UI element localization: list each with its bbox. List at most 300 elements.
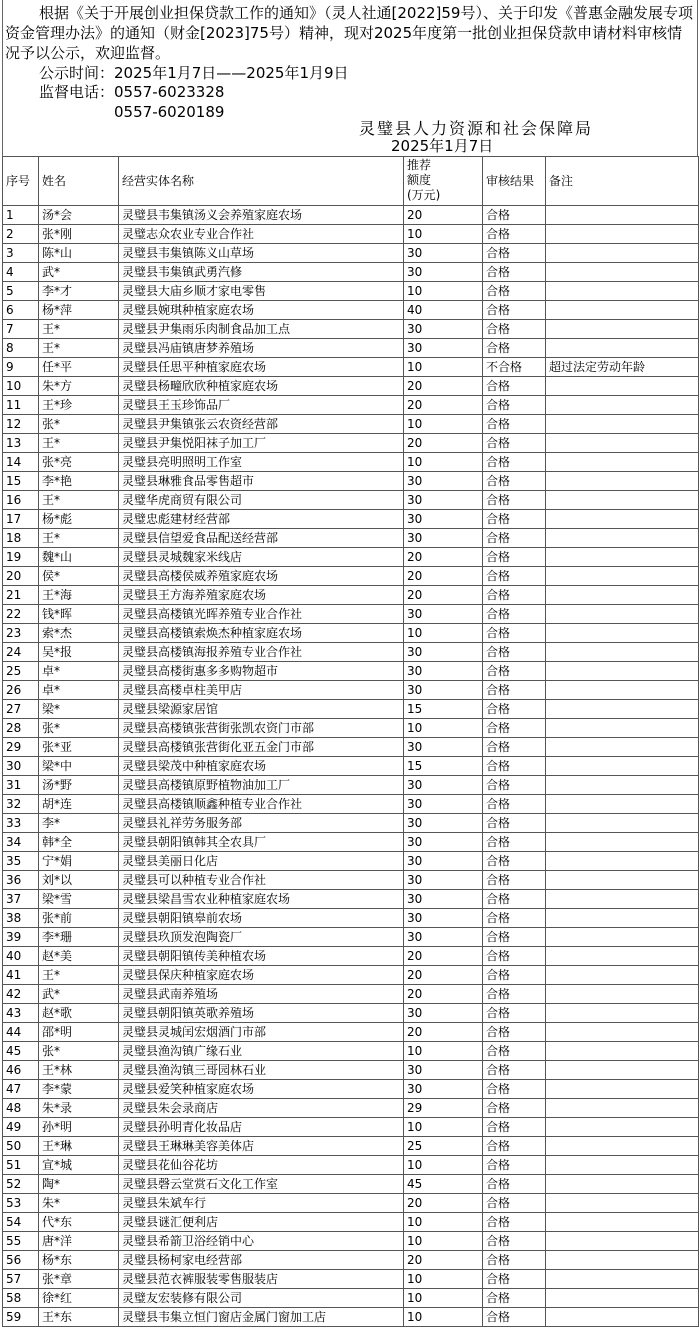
business-entity-cell: 灵璧县可以种植专业合作社 — [119, 871, 404, 890]
review-result-cell: 合格 — [483, 928, 546, 947]
business-entity-cell: 灵璧县高楼镇光晖养殖专业合作社 — [119, 605, 404, 624]
review-result-cell: 合格 — [483, 1232, 546, 1251]
table-row — [3, 1080, 699, 1099]
recommended-amount-cell: 10 — [404, 1289, 483, 1308]
table-row — [3, 985, 699, 1004]
table-row — [3, 605, 699, 624]
serial-number-cell: 40 — [3, 947, 39, 966]
business-entity-cell: 灵璧县婉琪种植家庭农场 — [119, 301, 404, 320]
recommended-amount-cell: 30 — [404, 472, 483, 491]
serial-number-cell: 35 — [3, 852, 39, 871]
serial-number-cell: 28 — [3, 719, 39, 738]
remarks-cell: 超过法定劳动年龄 — [546, 358, 699, 377]
remarks-cell — [546, 396, 699, 415]
recommended-amount-cell: 30 — [404, 681, 483, 700]
applicant-name-cell: 朱*录 — [39, 1099, 119, 1118]
serial-number-cell: 37 — [3, 890, 39, 909]
serial-number-cell: 14 — [3, 453, 39, 472]
table-row — [3, 282, 699, 301]
table-row — [3, 1289, 699, 1308]
remarks-cell — [546, 643, 699, 662]
table-row — [3, 1004, 699, 1023]
recommended-amount-cell: 30 — [404, 1080, 483, 1099]
remarks-cell — [546, 472, 699, 491]
remarks-cell — [546, 510, 699, 529]
applicant-name-cell: 王*东 — [39, 1308, 119, 1327]
recommended-amount-cell: 30 — [404, 909, 483, 928]
recommended-amount-cell: 20 — [404, 548, 483, 567]
serial-number-cell: 1 — [3, 206, 39, 225]
business-entity-cell: 灵璧县高楼街惠多多购物超市 — [119, 662, 404, 681]
review-result-cell: 合格 — [483, 434, 546, 453]
remarks-cell — [546, 1213, 699, 1232]
recommended-amount-cell: 10 — [404, 1308, 483, 1327]
review-result-cell: 合格 — [483, 225, 546, 244]
table-row — [3, 852, 699, 871]
recommended-amount-cell: 30 — [404, 605, 483, 624]
remarks-cell — [546, 985, 699, 1004]
review-result-cell: 合格 — [483, 738, 546, 757]
recommended-amount-cell: 30 — [404, 339, 483, 358]
table-row — [3, 1270, 699, 1289]
remarks-cell — [546, 282, 699, 301]
serial-number-cell: 57 — [3, 1270, 39, 1289]
remarks-cell — [546, 757, 699, 776]
review-result-cell: 合格 — [483, 814, 546, 833]
review-result-cell: 合格 — [483, 548, 546, 567]
remarks-cell — [546, 567, 699, 586]
business-entity-cell: 灵璧县谜汇便利店 — [119, 1213, 404, 1232]
remarks-cell — [546, 624, 699, 643]
serial-number-cell: 44 — [3, 1023, 39, 1042]
review-result-cell: 合格 — [483, 320, 546, 339]
applicant-name-cell: 徐*红 — [39, 1289, 119, 1308]
serial-number-cell: 22 — [3, 605, 39, 624]
table-row — [3, 244, 699, 263]
recommended-amount-cell: 30 — [404, 890, 483, 909]
table-body — [3, 206, 699, 1327]
serial-number-cell: 12 — [3, 415, 39, 434]
review-result-cell: 合格 — [483, 586, 546, 605]
applicant-name-cell: 卓* — [39, 681, 119, 700]
recommended-amount-cell: 10 — [404, 415, 483, 434]
review-result-cell: 合格 — [483, 453, 546, 472]
applicant-name-cell: 王*林 — [39, 1061, 119, 1080]
business-entity-cell: 灵璧县花仙谷花坊 — [119, 1156, 404, 1175]
applicant-name-cell: 朱*方 — [39, 377, 119, 396]
review-result-cell: 合格 — [483, 852, 546, 871]
business-entity-cell: 灵璧县高楼镇顺鑫种植专业合作社 — [119, 795, 404, 814]
table-row — [3, 1118, 699, 1137]
review-result-cell: 合格 — [483, 1118, 546, 1137]
review-result-cell: 合格 — [483, 1270, 546, 1289]
recommended-amount-cell: 30 — [404, 871, 483, 890]
review-result-cell: 合格 — [483, 1156, 546, 1175]
serial-number-cell: 38 — [3, 909, 39, 928]
table-row — [3, 1194, 699, 1213]
remarks-cell — [546, 1042, 699, 1061]
recommended-amount-cell: 45 — [404, 1175, 483, 1194]
remarks-cell — [546, 814, 699, 833]
table-row — [3, 510, 699, 529]
serial-number-cell: 56 — [3, 1251, 39, 1270]
supervision-phone-list — [114, 82, 224, 122]
review-result-cell: 合格 — [483, 795, 546, 814]
notice-period-label: 公示时间： — [39, 64, 115, 82]
review-result-cell: 合格 — [483, 757, 546, 776]
business-entity-cell: 灵璧县朝阳镇皋前农场 — [119, 909, 404, 928]
business-entity-cell: 灵璧县希箭卫浴经销中心 — [119, 1232, 404, 1251]
applicant-name-cell: 陶* — [39, 1175, 119, 1194]
business-entity-cell: 灵璧县高楼镇索焕杰种植家庭农场 — [119, 624, 404, 643]
serial-number-cell: 52 — [3, 1175, 39, 1194]
table-row — [3, 662, 699, 681]
applicant-name-cell: 汤*野 — [39, 776, 119, 795]
review-result-cell: 合格 — [483, 909, 546, 928]
applicant-name-cell: 梁* — [39, 700, 119, 719]
recommended-amount-cell: 30 — [404, 1004, 483, 1023]
serial-number-cell: 13 — [3, 434, 39, 453]
recommended-amount-cell: 30 — [404, 529, 483, 548]
applicant-name-cell: 陈*山 — [39, 244, 119, 263]
table-row — [3, 1251, 699, 1270]
remarks-cell — [546, 605, 699, 624]
review-result-cell: 合格 — [483, 1289, 546, 1308]
review-result-cell: 合格 — [483, 1213, 546, 1232]
table-row — [3, 757, 699, 776]
applicant-name-cell: 宁*娟 — [39, 852, 119, 871]
table-row — [3, 947, 699, 966]
table-row — [3, 225, 699, 244]
serial-number-cell: 43 — [3, 1004, 39, 1023]
recommended-amount-cell: 30 — [404, 776, 483, 795]
table-row — [3, 643, 699, 662]
business-entity-cell: 灵璧县韦集镇陈义山草场 — [119, 244, 404, 263]
remarks-cell — [546, 1194, 699, 1213]
applicant-name-cell: 李*艳 — [39, 472, 119, 491]
recommended-amount-cell: 20 — [404, 586, 483, 605]
table-row — [3, 396, 699, 415]
business-entity-cell: 灵璧县高楼镇海报养殖专业合作社 — [119, 643, 404, 662]
table-row — [3, 909, 699, 928]
table-row — [3, 890, 699, 909]
applicant-name-cell: 孙*明 — [39, 1118, 119, 1137]
review-result-cell: 合格 — [483, 947, 546, 966]
review-result-cell: 合格 — [483, 1308, 546, 1327]
remarks-cell — [546, 738, 699, 757]
table-row — [3, 814, 699, 833]
business-entity-cell: 灵璧县任思平种植家庭农场 — [119, 358, 404, 377]
remarks-cell — [546, 1308, 699, 1327]
applicant-name-cell: 王*海 — [39, 586, 119, 605]
business-entity-cell: 灵璧县王玉珍饰品厂 — [119, 396, 404, 415]
table-row — [3, 548, 699, 567]
applicant-name-cell: 王*琳 — [39, 1137, 119, 1156]
business-entity-cell: 灵璧县灵城闰宏烟酒门市部 — [119, 1023, 404, 1042]
table-row — [3, 1061, 699, 1080]
serial-number-cell: 27 — [3, 700, 39, 719]
table-row — [3, 301, 699, 320]
serial-number-cell: 53 — [3, 1194, 39, 1213]
serial-number-cell: 58 — [3, 1289, 39, 1308]
serial-number-cell: 16 — [3, 491, 39, 510]
review-result-cell: 合格 — [483, 244, 546, 263]
table-row — [3, 833, 699, 852]
loan-review-table — [2, 156, 699, 1327]
serial-number-cell: 31 — [3, 776, 39, 795]
business-entity-cell: 灵璧县冯庙镇唐梦养殖场 — [119, 339, 404, 358]
business-entity-cell: 灵璧县范衣裤服装零售服装店 — [119, 1270, 404, 1289]
business-entity-cell: 灵璧县高楼侯威养殖家庭农场 — [119, 567, 404, 586]
serial-number-cell: 55 — [3, 1232, 39, 1251]
review-result-cell: 合格 — [483, 681, 546, 700]
recommended-amount-cell: 20 — [404, 966, 483, 985]
column-header-business-entity: 经营实体名称 — [119, 157, 404, 206]
business-entity-cell: 灵璧县高楼镇张营街化亚五金门市部 — [119, 738, 404, 757]
serial-number-cell: 6 — [3, 301, 39, 320]
business-entity-cell: 灵璧县玖顶发泡陶瓷厂 — [119, 928, 404, 947]
table-row — [3, 206, 699, 225]
supervision-phone — [39, 82, 224, 122]
applicant-name-cell: 武* — [39, 985, 119, 1004]
business-entity-cell: 灵璧县大庙乡顺才家电零售 — [119, 282, 404, 301]
issue-date: 2025年1月7日 — [391, 137, 494, 155]
remarks-cell — [546, 947, 699, 966]
applicant-name-cell: 张* — [39, 719, 119, 738]
review-result-cell: 合格 — [483, 1042, 546, 1061]
review-result-cell: 合格 — [483, 206, 546, 225]
table-row — [3, 719, 699, 738]
recommended-amount-cell: 20 — [404, 1251, 483, 1270]
applicant-name-cell: 武* — [39, 263, 119, 282]
recommended-amount-cell: 20 — [404, 567, 483, 586]
recommended-amount-cell: 15 — [404, 700, 483, 719]
table-row — [3, 1042, 699, 1061]
applicant-name-cell: 胡*连 — [39, 795, 119, 814]
review-result-cell: 合格 — [483, 1099, 546, 1118]
review-result-cell: 合格 — [483, 263, 546, 282]
remarks-cell — [546, 415, 699, 434]
applicant-name-cell: 杨*彪 — [39, 510, 119, 529]
remarks-cell — [546, 1156, 699, 1175]
remarks-cell — [546, 529, 699, 548]
business-entity-cell: 灵璧县高楼镇原野植物油加工厂 — [119, 776, 404, 795]
remarks-cell — [546, 1270, 699, 1289]
remarks-cell — [546, 1118, 699, 1137]
remarks-cell — [546, 871, 699, 890]
table-row — [3, 928, 699, 947]
business-entity-cell: 灵璧县韦集立恒门窗店金属门窗加工店 — [119, 1308, 404, 1327]
business-entity-cell: 灵璧县磬云堂赏石文化工作室 — [119, 1175, 404, 1194]
applicant-name-cell: 张* — [39, 415, 119, 434]
review-result-cell: 合格 — [483, 624, 546, 643]
applicant-name-cell: 王* — [39, 434, 119, 453]
remarks-cell — [546, 434, 699, 453]
review-result-cell: 合格 — [483, 1194, 546, 1213]
review-result-cell: 合格 — [483, 1023, 546, 1042]
recommended-amount-cell: 20 — [404, 947, 483, 966]
applicant-name-cell: 张*章 — [39, 1270, 119, 1289]
serial-number-cell: 39 — [3, 928, 39, 947]
remarks-cell — [546, 1251, 699, 1270]
business-entity-cell: 灵璧县尹集悦阳袜子加工厂 — [119, 434, 404, 453]
recommended-amount-cell: 30 — [404, 643, 483, 662]
business-entity-cell: 灵璧县孙明青化妆品店 — [119, 1118, 404, 1137]
remarks-cell — [546, 928, 699, 947]
column-header-serial-number: 序号 — [3, 157, 39, 206]
table-row — [3, 738, 699, 757]
recommended-amount-cell: 10 — [404, 282, 483, 301]
column-header-remarks: 备注 — [546, 157, 699, 206]
serial-number-cell: 46 — [3, 1061, 39, 1080]
recommended-amount-cell: 10 — [404, 719, 483, 738]
applicant-name-cell: 王* — [39, 339, 119, 358]
business-entity-cell: 灵璧华虎商贸有限公司 — [119, 491, 404, 510]
business-entity-cell: 灵璧县朝阳镇传美种植农场 — [119, 947, 404, 966]
serial-number-cell: 47 — [3, 1080, 39, 1099]
review-result-cell: 合格 — [483, 1251, 546, 1270]
table-row — [3, 1175, 699, 1194]
recommended-amount-cell: 10 — [404, 1156, 483, 1175]
business-entity-cell: 灵璧县梁源家居馆 — [119, 700, 404, 719]
applicant-name-cell: 李*蒙 — [39, 1080, 119, 1099]
review-result-cell: 合格 — [483, 377, 546, 396]
review-result-cell: 合格 — [483, 966, 546, 985]
table-row — [3, 586, 699, 605]
public-notice-header — [2, 0, 698, 156]
serial-number-cell: 3 — [3, 244, 39, 263]
recommended-amount-cell: 10 — [404, 1232, 483, 1251]
table-row — [3, 491, 699, 510]
recommended-amount-cell: 20 — [404, 985, 483, 1004]
applicant-name-cell: 杨*东 — [39, 1251, 119, 1270]
remarks-cell — [546, 339, 699, 358]
table-row — [3, 415, 699, 434]
remarks-cell — [546, 301, 699, 320]
remarks-cell — [546, 1004, 699, 1023]
table-row — [3, 1137, 699, 1156]
review-result-cell: 合格 — [483, 1004, 546, 1023]
business-entity-cell: 灵璧忠彪建材经营部 — [119, 510, 404, 529]
serial-number-cell: 32 — [3, 795, 39, 814]
applicant-name-cell: 梁*中 — [39, 757, 119, 776]
business-entity-cell: 灵璧县梁昌雪农业种植家庭农场 — [119, 890, 404, 909]
applicant-name-cell: 魏*山 — [39, 548, 119, 567]
recommended-amount-cell: 30 — [404, 491, 483, 510]
review-result-cell: 合格 — [483, 396, 546, 415]
recommended-amount-cell: 20 — [404, 377, 483, 396]
business-entity-cell: 灵璧志众农业专业合作社 — [119, 225, 404, 244]
applicant-name-cell: 朱* — [39, 1194, 119, 1213]
table-row — [3, 263, 699, 282]
review-result-cell: 合格 — [483, 510, 546, 529]
business-entity-cell: 灵璧县爱笑种植家庭农场 — [119, 1080, 404, 1099]
recommended-amount-cell: 10 — [404, 1213, 483, 1232]
recommended-amount-cell: 30 — [404, 320, 483, 339]
business-entity-cell: 灵璧县琳雅食品零售超市 — [119, 472, 404, 491]
review-result-cell: 合格 — [483, 890, 546, 909]
applicant-name-cell: 杨*萍 — [39, 301, 119, 320]
applicant-name-cell: 邵*明 — [39, 1023, 119, 1042]
business-entity-cell: 灵璧县韦集镇武勇汽修 — [119, 263, 404, 282]
serial-number-cell: 42 — [3, 985, 39, 1004]
applicant-name-cell: 索*杰 — [39, 624, 119, 643]
recommended-amount-cell: 29 — [404, 1099, 483, 1118]
applicant-name-cell: 王* — [39, 491, 119, 510]
applicant-name-cell: 李* — [39, 814, 119, 833]
recommended-amount-cell: 25 — [404, 1137, 483, 1156]
serial-number-cell: 59 — [3, 1308, 39, 1327]
business-entity-cell: 灵璧县保庆种植家庭农场 — [119, 966, 404, 985]
table-row — [3, 567, 699, 586]
serial-number-cell: 23 — [3, 624, 39, 643]
serial-number-cell: 5 — [3, 282, 39, 301]
review-result-cell: 合格 — [483, 643, 546, 662]
remarks-cell — [546, 1232, 699, 1251]
business-entity-cell: 灵璧县尹集雨乐肉制食品加工点 — [119, 320, 404, 339]
supervision-phone-number: 0557-6020189 — [114, 103, 225, 121]
review-result-cell: 合格 — [483, 567, 546, 586]
serial-number-cell: 11 — [3, 396, 39, 415]
business-entity-cell: 灵璧县朝阳镇英歌养殖场 — [119, 1004, 404, 1023]
serial-number-cell: 41 — [3, 966, 39, 985]
applicant-name-cell: 梁*雪 — [39, 890, 119, 909]
recommended-amount-cell: 20 — [404, 206, 483, 225]
applicant-name-cell: 刘*以 — [39, 871, 119, 890]
table-row — [3, 358, 699, 377]
issuing-authority: 灵璧县人力资源和社会保障局 — [359, 119, 594, 138]
remarks-cell — [546, 700, 699, 719]
remarks-cell — [546, 1289, 699, 1308]
remarks-cell — [546, 852, 699, 871]
recommended-amount-cell: 15 — [404, 757, 483, 776]
table-row — [3, 871, 699, 890]
applicant-name-cell: 李*才 — [39, 282, 119, 301]
serial-number-cell: 7 — [3, 320, 39, 339]
applicant-name-cell: 张*亚 — [39, 738, 119, 757]
table-row — [3, 700, 699, 719]
serial-number-cell: 17 — [3, 510, 39, 529]
remarks-cell — [546, 662, 699, 681]
serial-number-cell: 26 — [3, 681, 39, 700]
table-row — [3, 1099, 699, 1118]
serial-number-cell: 30 — [3, 757, 39, 776]
business-entity-cell: 灵璧县灵城魏家米线店 — [119, 548, 404, 567]
recommended-amount-cell: 10 — [404, 225, 483, 244]
review-result-cell: 合格 — [483, 776, 546, 795]
serial-number-cell: 21 — [3, 586, 39, 605]
remarks-cell — [546, 1080, 699, 1099]
recommended-amount-cell: 10 — [404, 1270, 483, 1289]
business-entity-cell: 灵璧县杨柯家电经营部 — [119, 1251, 404, 1270]
remarks-cell — [546, 1175, 699, 1194]
remarks-cell — [546, 453, 699, 472]
applicant-name-cell: 赵*歌 — [39, 1004, 119, 1023]
remarks-cell — [546, 548, 699, 567]
business-entity-cell: 灵璧县高楼镇张营街张凯农资门市部 — [119, 719, 404, 738]
serial-number-cell: 18 — [3, 529, 39, 548]
serial-number-cell: 20 — [3, 567, 39, 586]
column-header-recommended-amount: 推荐 额度 (万元) — [404, 157, 483, 206]
remarks-cell — [546, 966, 699, 985]
applicant-name-cell: 汤*会 — [39, 206, 119, 225]
business-entity-cell: 灵璧县梁茂中种植家庭农场 — [119, 757, 404, 776]
business-entity-cell: 灵璧县韦集镇汤义会养殖家庭农场 — [119, 206, 404, 225]
table-row — [3, 966, 699, 985]
remarks-cell — [546, 890, 699, 909]
serial-number-cell: 29 — [3, 738, 39, 757]
recommended-amount-cell: 20 — [404, 396, 483, 415]
